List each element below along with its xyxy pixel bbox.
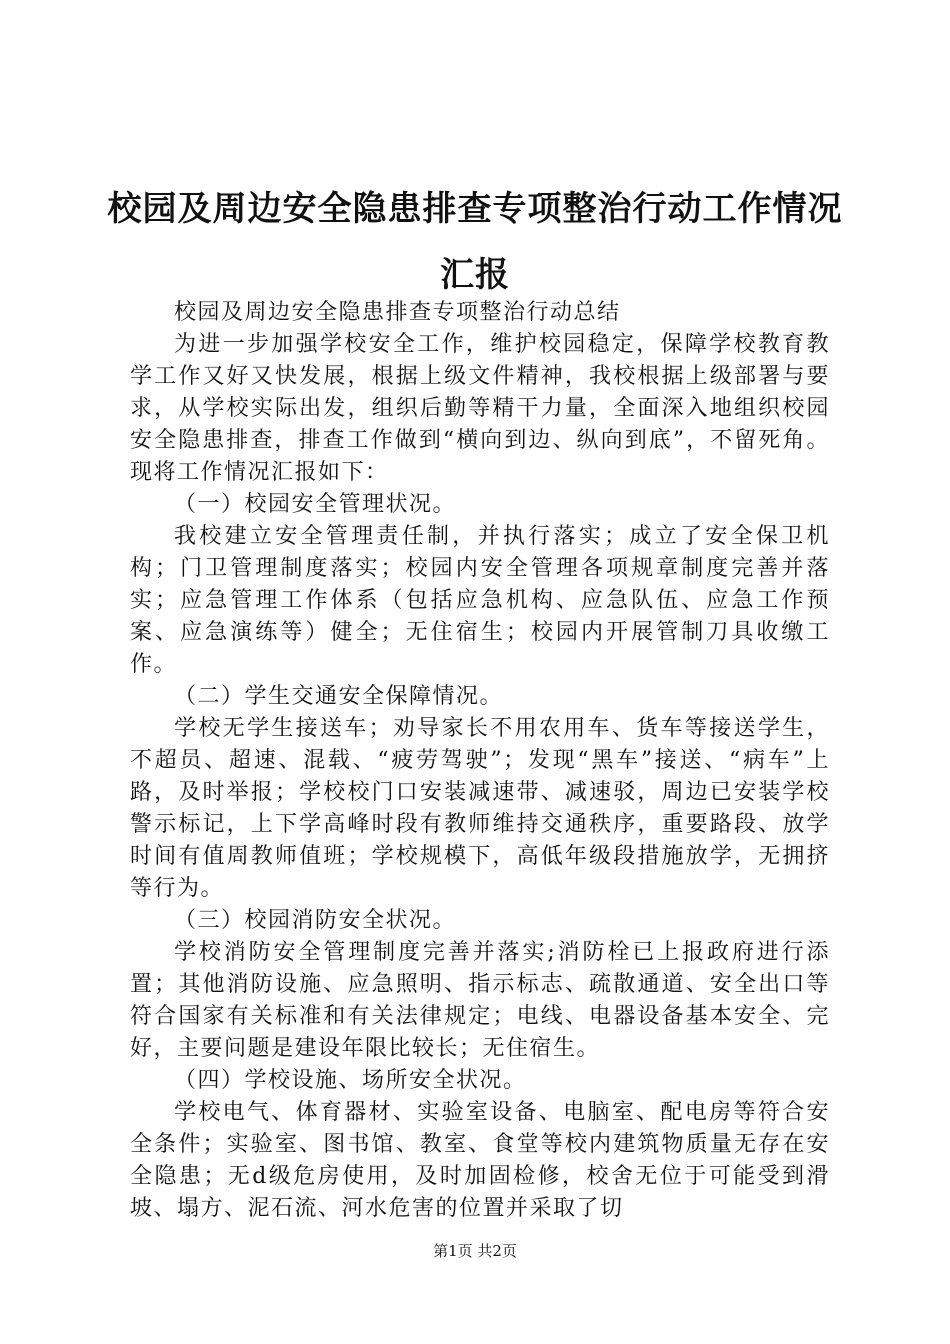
page-footer: 第1页 共2页 bbox=[433, 1242, 517, 1260]
paragraph-section-1: 我校建立安全管理责任制，并执行落实；成立了安全保卫机构；门卫管理制度落实；校园内安全管理各项规章制度完善并落实；应急管理工作体系（包括应急机构、应急队伍、应急工作预案、应急演练等）健全；无住宿生；校园内开展管制刀具收缴工作。 bbox=[130, 524, 830, 677]
section-heading-1: （一）校园安全管理状况。 bbox=[174, 492, 457, 517]
document-body bbox=[130, 297, 830, 1225]
section-heading-4: （四）学校设施、场所安全状况。 bbox=[174, 1068, 527, 1093]
paragraph-section-2: 学校无学生接送车；劝导家长不用农用车、货车等接送学生，不超员、超速、混载、“疲劳驾驶”；发现“黑车”接送、“病车”上路，及时举报；学校校门口安装减速带、减速驳，周边已安装学校警示标记，上下学高峰时段有教师维持交通秩序，重要路段、放学时间有值周教师值班；学校规模下，高低年级段措施放学，无拥挤等行为。 bbox=[130, 716, 830, 901]
document-title: 校园及周边安全隐患排查专项整治行动工作情况汇报 bbox=[107, 189, 843, 295]
paragraph-intro: 为进一步加强学校安全工作，维护校园稳定，保障学校教育教学工作又好又快发展，根据上级文件精神，我校根据上级部署与要求，从学校实际出发，组织后勤等精干力量，全面深入地组织校园安全隐患排查，排查工作做到“横向到边、纵向到底”，不留死角。现将工作情况汇报如下： bbox=[130, 332, 830, 485]
paragraph-subtitle: 校园及周边安全隐患排查专项整治行动总结 bbox=[174, 300, 621, 325]
section-heading-2: （二）学生交通安全保障情况。 bbox=[174, 684, 504, 709]
paragraph-section-3: 学校消防安全管理制度完善并落实;消防栓已上报政府进行添置；其他消防设施、应急照明、指示标志、疏散通道、安全出口等符合国家有关标准和有关法律规定；电线、电器设备基本安全、完好，主要问题是建设年限比较长；无住宿生。 bbox=[130, 940, 830, 1061]
section-heading-3: （三）校园消防安全状况。 bbox=[174, 908, 457, 933]
paragraph-section-4: 学校电气、体育器材、实验室设备、电脑室、配电房等符合安全条件；实验室、图书馆、教室、食堂等校内建筑物质量无存在安全隐患；无d级危房使用，及时加固检修，校舍无位于可能受到滑坡、塌方、泥石流、河水危害的位置并采取了切 bbox=[130, 1100, 830, 1221]
